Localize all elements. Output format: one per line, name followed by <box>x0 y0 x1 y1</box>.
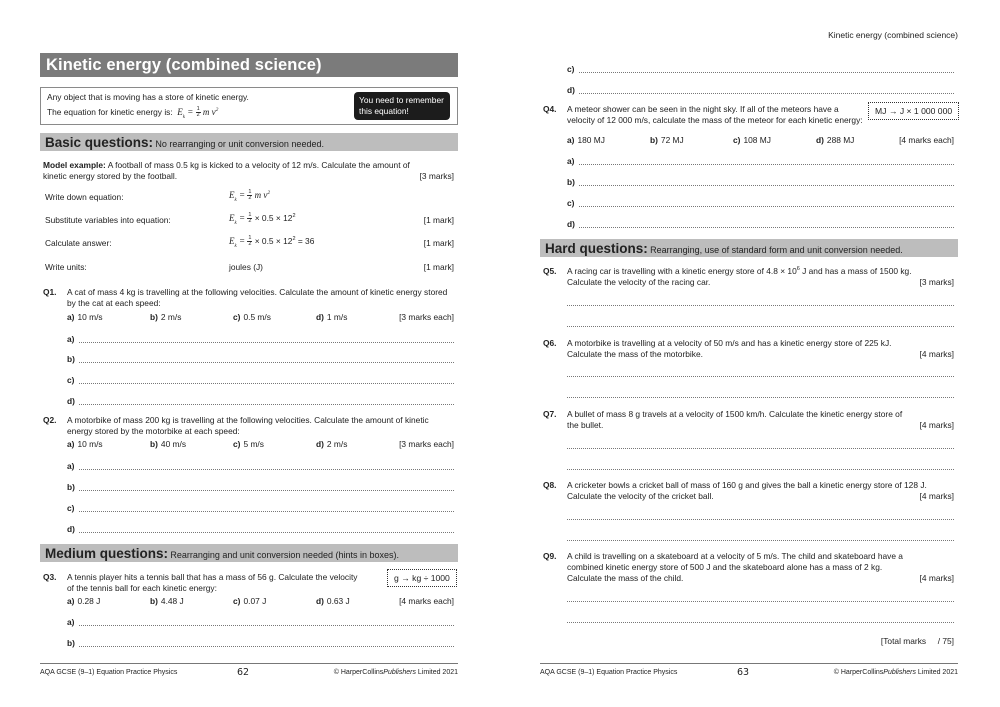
question-text <box>567 338 891 360</box>
section-heading: Medium questions: <box>45 546 169 561</box>
question-text-line: Calculate the velocity of the cricket ball. <box>567 491 714 501</box>
remember-callout: You need to remember this equation! <box>354 92 450 120</box>
intro-text: Any object that is moving has a store of kinetic energy. <box>47 92 249 102</box>
answer-label: d) <box>67 524 75 534</box>
section-subheading: No rearranging or unit conversion needed. <box>155 139 324 149</box>
answer-label: a) <box>67 334 75 344</box>
question-number: Q3. <box>43 572 57 582</box>
question-text-line: Calculate the velocity of the racing car. <box>567 277 711 287</box>
question-text-line: A tennis player hits a tennis ball that has a mass of 56 g. Calculate the velocity <box>67 572 358 582</box>
question-options <box>67 596 454 607</box>
question-text <box>567 551 903 584</box>
footer-book-title: AQA GCSE (9–1) Equation Practice Physics <box>540 669 678 676</box>
intro-equation-label: The equation for kinetic energy is: <box>47 107 173 117</box>
answer-line[interactable] <box>567 593 954 604</box>
answer-line[interactable] <box>67 503 454 514</box>
answer-line[interactable] <box>567 297 954 308</box>
answer-label: c) <box>67 375 75 385</box>
question-options <box>567 135 954 146</box>
footer-divider <box>40 663 458 664</box>
question-marks: [4 marks] <box>919 573 954 583</box>
question-marks: [3 marks] <box>919 277 954 287</box>
answer-line[interactable] <box>567 389 954 400</box>
step-label: Calculate answer: <box>45 238 112 248</box>
model-example-text-1: A football of mass 0.5 kg is kicked to a velocity of 12 m/s. Calculate the amount of <box>107 160 410 170</box>
step-label: Write down equation: <box>45 192 124 202</box>
answer-label: c) <box>67 503 75 513</box>
section-subheading: Rearranging, use of standard form and unit conversion needed. <box>650 245 903 255</box>
answer-label: d) <box>567 219 575 229</box>
question-marks: [3 marks each] <box>399 439 454 449</box>
answer-line[interactable] <box>567 177 954 188</box>
answer-label: a) <box>67 617 75 627</box>
answer-label: b) <box>567 177 575 187</box>
answer-label: b) <box>67 482 75 492</box>
answer-line[interactable] <box>567 461 954 472</box>
question-text-line: of the tennis ball for each kinetic energy: <box>67 583 217 593</box>
hint-box: g → kg ÷ 1000 <box>387 569 457 587</box>
answer-line[interactable] <box>567 614 954 625</box>
question-text-line: the bullet. <box>567 420 604 430</box>
section-subheading: Rearranging and unit conversion needed (hints in boxes). <box>170 550 399 560</box>
question-number: Q6. <box>543 338 557 348</box>
option: a) 0.28 J <box>67 596 101 606</box>
page-number: 62 <box>237 667 250 678</box>
running-head: Kinetic energy (combined science) <box>828 30 958 40</box>
question-text <box>567 104 863 126</box>
answer-line[interactable] <box>67 482 454 493</box>
intro-box <box>40 87 458 125</box>
step-work: $E_k$ = $\frac{1}{2}$ m $v^2$ <box>229 189 271 203</box>
basic-questions-header <box>40 133 458 151</box>
model-example-text-2: kinetic energy stored by the football. <box>43 171 178 181</box>
footer-book-title: AQA GCSE (9–1) Equation Practice Physics <box>40 669 178 676</box>
question-text-line: A motorbike is travelling at a velocity of 50 m/s and has a kinetic energy store of 225 kJ. <box>567 338 892 348</box>
answer-label: b) <box>67 638 75 648</box>
hard-questions-header <box>540 239 958 257</box>
answer-line[interactable] <box>567 156 954 167</box>
question-text <box>567 480 927 502</box>
footer-divider <box>540 663 958 664</box>
question-options <box>67 312 454 323</box>
option: d) 2 m/s <box>316 439 348 449</box>
question-text-line: A cricketer bowls a cricket ball of mass of 160 g and gives the ball a kinetic energy store of 128 J. <box>567 480 927 490</box>
step-work: joules (J) <box>229 262 263 272</box>
answer-label: a) <box>67 461 75 471</box>
question-number: Q4. <box>543 104 557 114</box>
medium-questions-header <box>40 544 458 562</box>
kinetic-energy-equation: $E_k$ = $\frac{1}{2}$ m $v^2$ <box>175 106 219 120</box>
answer-line[interactable] <box>567 318 954 329</box>
option: c) 0.07 J <box>233 596 267 606</box>
answer-line[interactable] <box>567 532 954 543</box>
answer-label: c) <box>567 64 575 74</box>
page-number: 63 <box>737 667 750 678</box>
option: a) 180 MJ <box>567 135 605 145</box>
question-text-line: energy stored by the motorbike at each speed: <box>67 426 240 436</box>
answer-line[interactable] <box>67 396 454 407</box>
option: c) 0.5 m/s <box>233 312 271 322</box>
question-marks: [4 marks] <box>919 420 954 430</box>
step-work: $E_k$ = $\frac{1}{2}$ × $0.5 \times 12^2$ <box>229 212 296 226</box>
answer-line[interactable] <box>67 524 454 535</box>
question-text-line: A child is travelling on a skateboard at a velocity of 5 m/s. The child and skateboard have a <box>567 551 903 561</box>
option: b) 40 m/s <box>150 439 187 449</box>
total-marks: [Total marks / 75] <box>880 636 954 646</box>
section-heading: Hard questions: <box>545 241 648 256</box>
question-number: Q2. <box>43 415 57 425</box>
question-text <box>67 572 358 594</box>
step-marks: [1 mark] <box>423 262 454 272</box>
section-heading: Basic questions: <box>45 135 154 150</box>
option: c) 108 MJ <box>733 135 771 145</box>
footer-copyright: © HarperCollinsPublishers Limited 2021 <box>333 669 458 676</box>
question-text-line: A meteor shower can be seen in the night sky. If all of the meteors have a <box>567 104 839 114</box>
option: b) 4.48 J <box>150 596 184 606</box>
option: a) 10 m/s <box>67 312 103 322</box>
question-text <box>67 415 429 437</box>
question-marks: [4 marks each] <box>399 596 454 606</box>
footer-copyright: © HarperCollinsPublishers Limited 2021 <box>833 669 958 676</box>
answer-line[interactable] <box>567 64 954 75</box>
answer-line[interactable] <box>67 375 454 386</box>
answer-label: b) <box>67 354 75 364</box>
question-text-line: by the cat at each speed: <box>67 298 161 308</box>
step-label: Write units: <box>45 262 87 272</box>
question-text-line: velocity of 12 000 m/s, calculate the mass of the meteor for each kinetic energy: <box>567 115 863 125</box>
option: d) 0.63 J <box>316 596 350 606</box>
answer-line[interactable] <box>67 334 454 345</box>
question-text-line: A bullet of mass 8 g travels at a velocity of 1500 km/h. Calculate the kinetic energy store of <box>567 409 903 419</box>
answer-line[interactable] <box>67 354 454 365</box>
answer-label: d) <box>67 396 75 406</box>
question-text <box>567 266 912 288</box>
step-work: $E_k$ = $\frac{1}{2}$ × $0.5 \times 12^2 = 36$ <box>229 235 315 249</box>
question-marks: [4 marks] <box>919 349 954 359</box>
option: b) 2 m/s <box>150 312 182 322</box>
intro-equation-line <box>47 107 218 120</box>
step-label: Substitute variables into equation: <box>45 215 171 225</box>
answer-label: c) <box>567 198 575 208</box>
question-text-line: A motorbike of mass 200 kg is travelling at the following velocities. Calculate the amount of kinetic <box>67 415 429 425</box>
question-text-line: combined kinetic energy store of 500 J and the skateboard alone has a mass of 2 kg. <box>567 562 883 572</box>
step-marks: [1 mark] <box>423 238 454 248</box>
question-text <box>67 287 447 309</box>
question-number: Q1. <box>43 287 57 297</box>
question-number: Q8. <box>543 480 557 490</box>
page-62 <box>40 0 458 707</box>
answer-line[interactable] <box>567 198 954 209</box>
question-number: Q7. <box>543 409 557 419</box>
step-marks: [1 mark] <box>423 215 454 225</box>
answer-label: d) <box>567 85 575 95</box>
model-example-label: Model example: <box>43 160 106 170</box>
question-text-line: A cat of mass 4 kg is travelling at the following velocities. Calculate the amount of kinetic energy stored <box>67 287 448 297</box>
question-text-line: Calculate the mass of the motorbike. <box>567 349 703 359</box>
model-example <box>43 160 454 182</box>
question-text <box>567 409 902 431</box>
answer-line[interactable] <box>567 440 954 451</box>
question-marks: [3 marks each] <box>399 312 454 322</box>
answer-line[interactable] <box>567 511 954 522</box>
option: d) 1 m/s <box>316 312 348 322</box>
answer-label: a) <box>567 156 575 166</box>
hint-box: MJ → J × 1 000 000 <box>868 102 959 120</box>
page-63 <box>540 0 958 707</box>
option: b) 72 MJ <box>650 135 684 145</box>
option: a) 10 m/s <box>67 439 103 449</box>
answer-line[interactable] <box>567 368 954 379</box>
answer-line[interactable] <box>567 85 954 96</box>
question-marks: [4 marks] <box>919 491 954 501</box>
option: c) 5 m/s <box>233 439 264 449</box>
question-number: Q9. <box>543 551 557 561</box>
question-options <box>67 439 454 450</box>
question-text-line: Calculate the mass of the child. <box>567 573 684 583</box>
question-text-line: A racing car is travelling with a kinetic energy store of $4.8 \times 10^6$ J and has a mass of 1500 kg. <box>567 266 912 276</box>
question-number: Q5. <box>543 266 557 276</box>
question-marks: [4 marks each] <box>899 135 954 145</box>
answer-line[interactable] <box>67 617 454 628</box>
option: d) 288 MJ <box>816 135 855 145</box>
answer-line[interactable] <box>67 461 454 472</box>
model-example-marks: [3 marks] <box>419 171 454 181</box>
page-title: Kinetic energy (combined science) <box>40 53 458 77</box>
answer-line[interactable] <box>67 638 454 649</box>
answer-line[interactable] <box>567 219 954 230</box>
